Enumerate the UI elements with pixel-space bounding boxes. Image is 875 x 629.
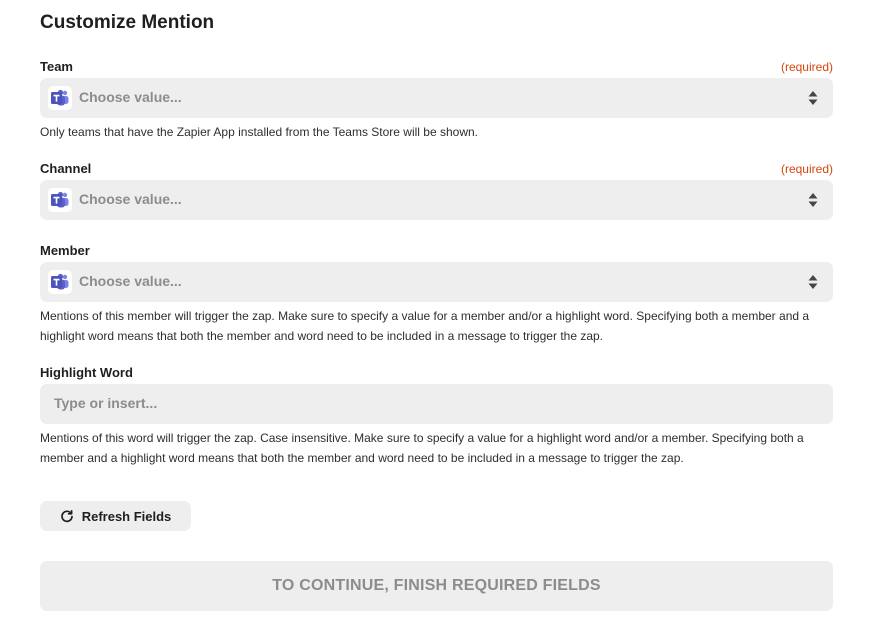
sort-arrows-icon <box>807 192 819 208</box>
highlight-word-placeholder: Type or insert... <box>54 395 158 411</box>
team-required-indicator: (required) <box>780 60 833 74</box>
refresh-fields-label: Refresh Fields <box>81 508 172 524</box>
channel-select-placeholder: Choose value... <box>79 191 182 207</box>
microsoft-teams-icon <box>48 270 72 294</box>
continue-button-label: TO CONTINUE, FINISH REQUIRED FIELDS <box>272 577 601 594</box>
sort-arrows-icon <box>807 90 819 106</box>
continue-button[interactable] <box>40 561 833 611</box>
channel-label: Channel <box>40 161 92 176</box>
highlight-word-label: Highlight Word <box>40 365 133 380</box>
member-label: Member <box>40 243 90 258</box>
page-title: Customize Mention <box>40 12 215 33</box>
team-select[interactable] <box>40 78 833 118</box>
highlight-word-input[interactable] <box>40 384 833 424</box>
channel-select[interactable] <box>40 180 833 220</box>
microsoft-teams-icon <box>48 188 72 212</box>
refresh-fields-button[interactable] <box>40 501 191 531</box>
microsoft-teams-icon <box>48 86 72 110</box>
highlight-word-help-text: Mentions of this word will trigger the zap. Case insensitive. Make sure to specify a value for a highlight word and/or a member. Specifying both a member and a highlight word means that both the member and word need to be included in a message to trigger the zap. <box>40 431 804 465</box>
member-select-placeholder: Choose value... <box>79 273 182 289</box>
team-select-placeholder: Choose value... <box>79 89 182 105</box>
channel-required-indicator: (required) <box>780 162 833 176</box>
refresh-icon <box>60 509 74 523</box>
member-select[interactable] <box>40 262 833 302</box>
sort-arrows-icon <box>807 274 819 290</box>
member-help-text: Mentions of this member will trigger the zap. Make sure to specify a value for a member and/or a highlight word. Specifying both a member and a highlight word means that both the member and word need to be included in a message to trigger the zap. <box>40 309 810 343</box>
team-label: Team <box>40 59 73 74</box>
team-help-text: Only teams that have the Zapier App installed from the Teams Store will be shown. <box>40 125 478 139</box>
